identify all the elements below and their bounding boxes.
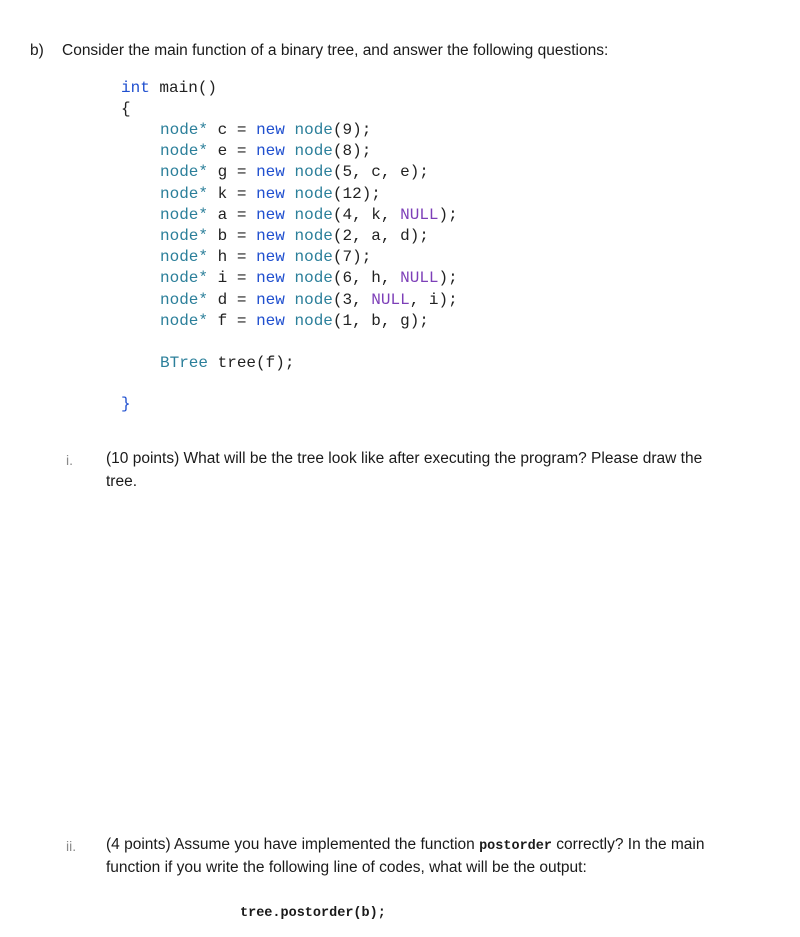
code-line [160, 141, 458, 162]
args-token: (2, a, d); [332, 227, 429, 246]
code-lines [160, 120, 458, 332]
answer-code-line: tree.postorder(b); [240, 906, 386, 921]
new-keyword: new [256, 184, 285, 203]
type-token: node* [160, 184, 209, 203]
class-token: node [294, 205, 333, 224]
variable-token: d [217, 290, 228, 309]
class-token: node [294, 269, 333, 288]
sub-question-1-numeral: i. [66, 452, 73, 468]
args-token: (9); [332, 121, 372, 139]
class-token: node [294, 121, 333, 139]
code-line [160, 290, 458, 311]
sub-question-2-numeral: ii. [66, 838, 77, 854]
code-line [160, 162, 458, 183]
equals-token: = [236, 248, 247, 267]
args-token: , i); [409, 290, 458, 309]
new-keyword: new [256, 248, 285, 267]
equals-token: = [236, 290, 247, 309]
sub-question-1-line1: (10 points) What will be the tree look like after executing the program? Please draw the [106, 450, 703, 467]
new-keyword: new [256, 269, 285, 288]
equals-token: = [236, 184, 247, 203]
code-line [160, 226, 458, 247]
args-token: ); [438, 205, 458, 224]
type-token: node* [160, 121, 209, 139]
class-token: node [294, 311, 333, 330]
args-token: (5, c, e); [332, 163, 429, 182]
args-token: (3, [332, 290, 372, 309]
variable-token: c [217, 121, 228, 139]
variable-token: e [217, 142, 228, 161]
equals-token: = [236, 311, 247, 330]
variable-token: f [217, 311, 228, 330]
postorder-function-name: postorder [479, 839, 552, 854]
code-line [160, 247, 458, 268]
new-keyword: new [256, 227, 285, 246]
new-keyword: new [256, 311, 285, 330]
variable-token: g [217, 163, 228, 182]
variable-token: b [217, 227, 228, 246]
equals-token: = [236, 227, 247, 246]
class-token: node [294, 163, 333, 182]
equals-token: = [236, 269, 247, 288]
class-token: node [294, 142, 333, 161]
type-token: node* [160, 290, 209, 309]
args-token: (8); [332, 142, 372, 161]
code-line [160, 184, 458, 205]
type-token: node* [160, 269, 209, 288]
close-brace: } [121, 395, 131, 413]
class-token: node [294, 184, 333, 203]
type-token: node* [160, 163, 209, 182]
args-token: ); [438, 269, 458, 288]
null-token: NULL [400, 269, 439, 288]
btree-class: BTree [160, 354, 209, 372]
question-text: Consider the main function of a binary tree, and answer the following questions: [62, 42, 609, 59]
equals-token: = [236, 142, 247, 161]
new-keyword: new [256, 163, 285, 182]
variable-token: i [217, 269, 228, 288]
variable-token: h [217, 248, 228, 267]
sub-question-2-line1 [106, 836, 704, 854]
variable-token: a [217, 205, 228, 224]
args-token: (4, k, [332, 205, 401, 224]
variable-token: k [217, 184, 228, 203]
btree-statement: tree(f); [217, 354, 295, 372]
btree-line [160, 353, 294, 374]
sub-question-2-pre: (4 points) Assume you have implemented the function [106, 836, 480, 853]
open-brace: { [121, 100, 131, 118]
code-line [160, 311, 458, 332]
type-token: node* [160, 227, 209, 246]
int-keyword: int [121, 79, 150, 97]
args-token: (7); [332, 248, 372, 267]
new-keyword: new [256, 142, 285, 161]
type-token: node* [160, 311, 209, 330]
args-token: (6, h, [332, 269, 401, 288]
type-token: node* [160, 248, 209, 267]
new-keyword: new [256, 121, 285, 139]
args-token: (1, b, g); [332, 311, 429, 330]
sub-question-2-line2: function if you write the following line of codes, what will be the output: [106, 859, 587, 876]
code-line [160, 268, 458, 289]
args-token: (12); [332, 184, 381, 203]
class-token: node [294, 248, 333, 267]
class-token: node [294, 227, 333, 246]
main-signature [121, 78, 217, 99]
new-keyword: new [256, 205, 285, 224]
null-token: NULL [400, 205, 439, 224]
question-label: b) [30, 42, 44, 59]
type-token: node* [160, 142, 209, 161]
null-token: NULL [371, 290, 410, 309]
equals-token: = [236, 121, 247, 139]
class-token: node [294, 290, 333, 309]
equals-token: = [236, 205, 247, 224]
sub-question-2-post: correctly? In the main [552, 836, 705, 853]
new-keyword: new [256, 290, 285, 309]
code-line [160, 120, 458, 141]
code-line [160, 205, 458, 226]
type-token: node* [160, 205, 209, 224]
main-name: main() [159, 79, 218, 97]
equals-token: = [236, 163, 247, 182]
sub-question-1-line2: tree. [106, 473, 138, 490]
